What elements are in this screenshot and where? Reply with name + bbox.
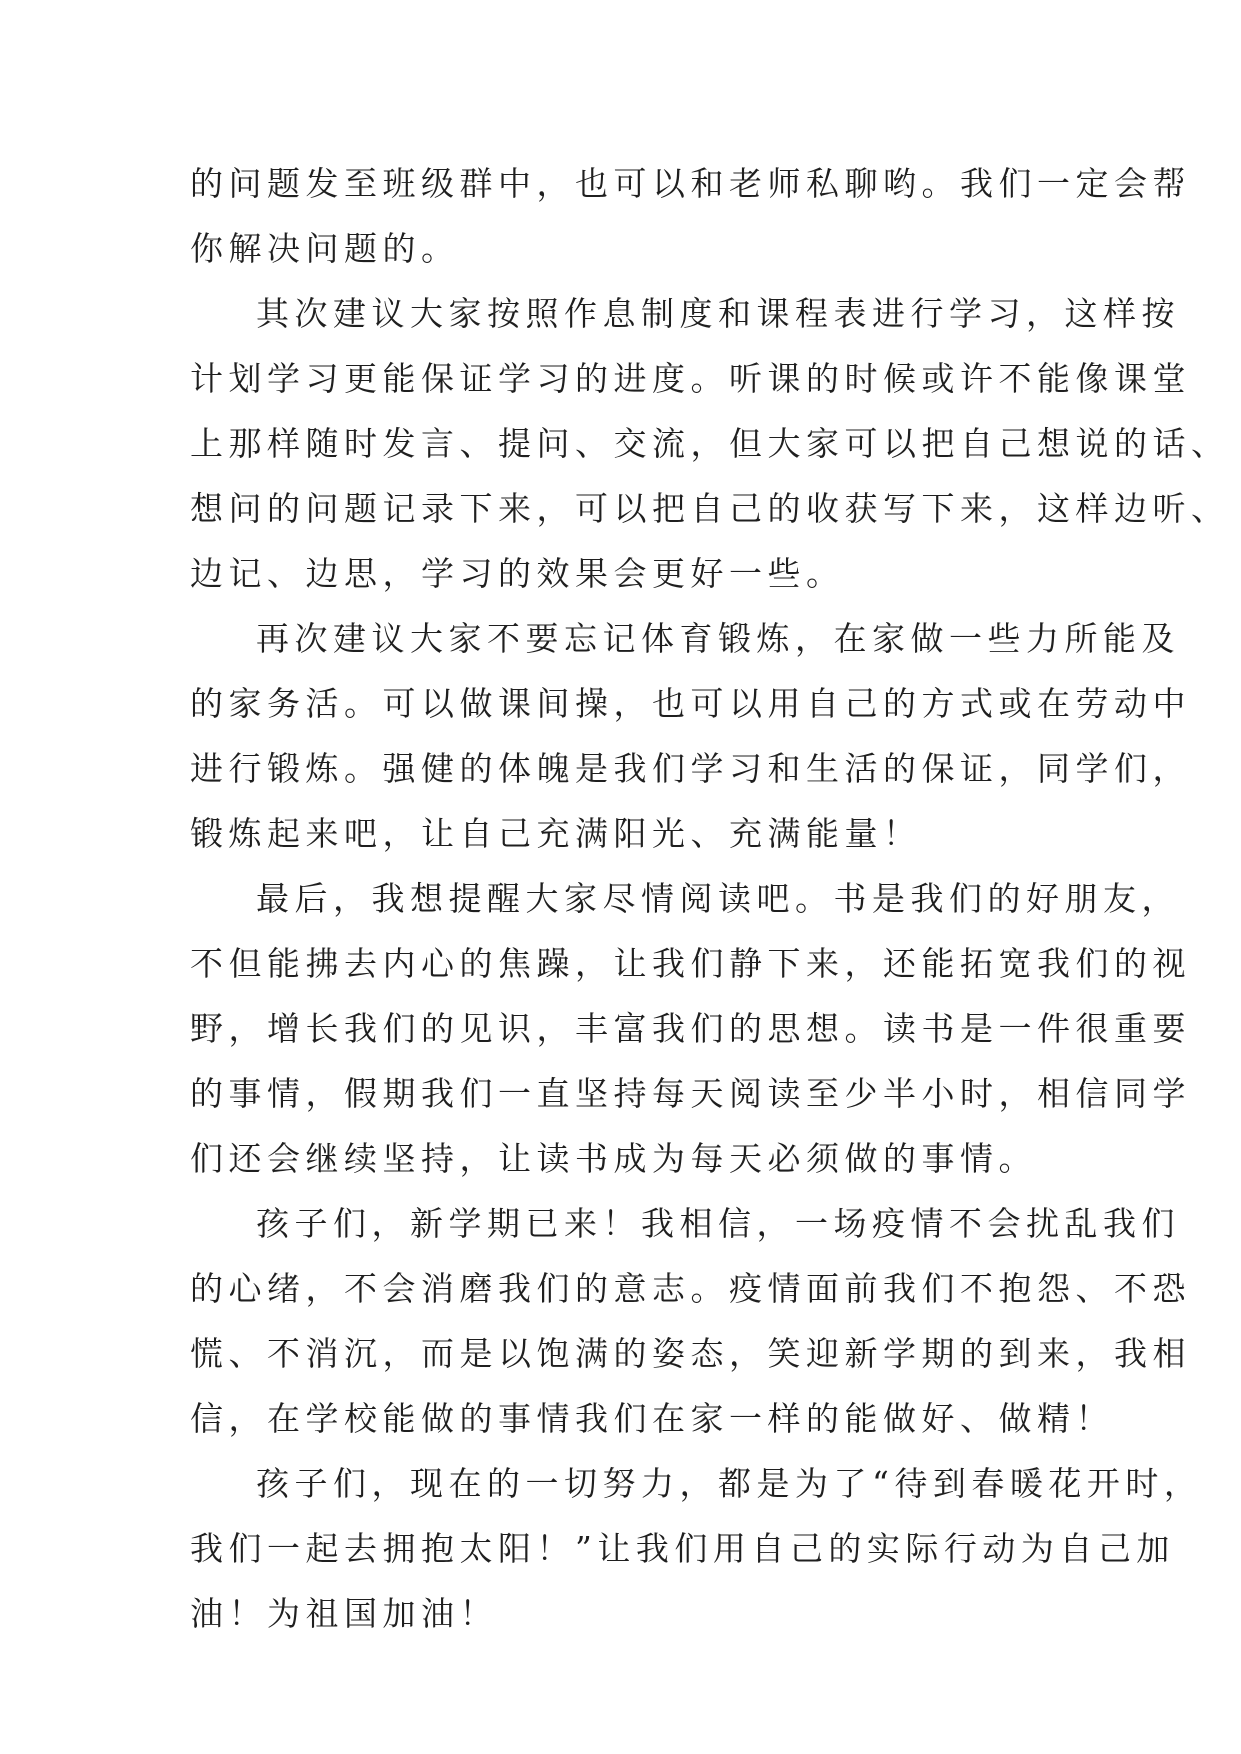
paragraph-4-line-2: 不但能拂去内心的焦躁，让我们静下来，还能拓宽我们的视 (190, 944, 1191, 983)
paragraph-2-line-5: 边记、边思，学习的效果会更好一些。 (190, 554, 845, 593)
paragraph-2-line-4: 想问的问题记录下来，可以把自己的收获写下来，这样边听、 (190, 489, 1230, 528)
paragraph-5-line-3: 慌、不消沉，而是以饱满的姿态，笑迎新学期的到来，我相 (190, 1334, 1191, 1373)
paragraph-5-line-2: 的心绪，不会消磨我们的意志。疫情面前我们不抱怨、不恐 (190, 1269, 1191, 1308)
paragraph-4-line-4: 的事情，假期我们一直坚持每天阅读至少半小时，相信同学 (190, 1074, 1191, 1113)
document-body (190, 151, 1230, 1646)
paragraph-1-line-1: 的问题发至班级群中，也可以和老师私聊哟。我们一定会帮 (190, 164, 1191, 203)
paragraph-4-line-1: 最后，我想提醒大家尽情阅读吧。书是我们的好朋友， (256, 879, 1180, 918)
paragraph-2-line-3: 上那样随时发言、提问、交流，但大家可以把自己想说的话、 (190, 424, 1230, 463)
paragraph-2-line-1: 其次建议大家按照作息制度和课程表进行学习，这样按 (256, 294, 1180, 333)
paragraph-6-line-1: 孩子们，现在的一切努力，都是为了“待到春暖花开时， (256, 1464, 1203, 1503)
paragraph-6-line-3: 油！为祖国加油！ (190, 1594, 498, 1633)
paragraph-3-line-1: 再次建议大家不要忘记体育锻炼，在家做一些力所能及 (256, 619, 1180, 658)
paragraph-3-line-3: 进行锻炼。强健的体魄是我们学习和生活的保证，同学们， (190, 749, 1191, 788)
paragraph-5-line-1: 孩子们，新学期已来！我相信，一场疫情不会扰乱我们 (256, 1204, 1180, 1243)
paragraph-5-line-4: 信，在学校能做的事情我们在家一样的能做好、做精！ (190, 1399, 1114, 1438)
paragraph-3-line-4: 锻炼起来吧，让自己充满阳光、充满能量！ (190, 814, 922, 853)
paragraph-1-line-2: 你解决问题的。 (190, 229, 460, 268)
paragraph-6-line-2: 我们一起去拥抱太阳！”让我们用自己的实际行动为自己加 (190, 1529, 1175, 1568)
paragraph-3-line-2: 的家务活。可以做课间操，也可以用自己的方式或在劳动中 (190, 684, 1191, 723)
paragraph-2-line-2: 计划学习更能保证学习的进度。听课的时候或许不能像课堂 (190, 359, 1191, 398)
paragraph-4-line-5: 们还会继续坚持，让读书成为每天必须做的事情。 (190, 1139, 1037, 1178)
paragraph-4-line-3: 野，增长我们的见识，丰富我们的思想。读书是一件很重要 (190, 1009, 1191, 1048)
